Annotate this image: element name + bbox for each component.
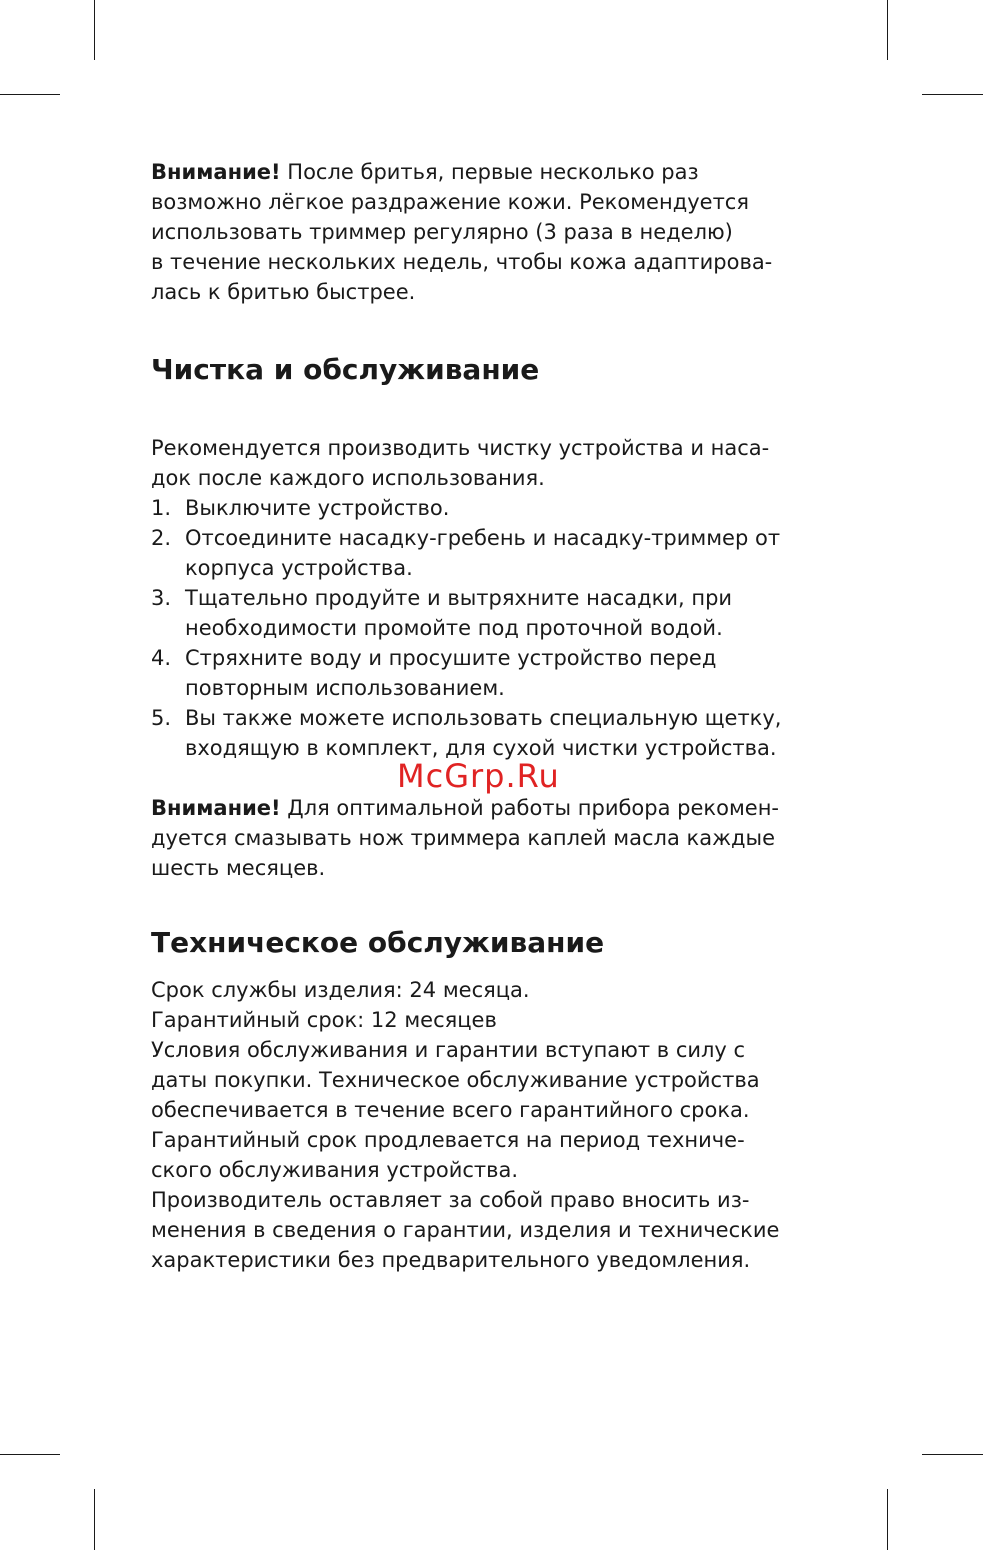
crop-mark-bottom-left-horizontal — [0, 1454, 60, 1455]
list-item — [151, 493, 841, 523]
list-item-number: 5. — [151, 706, 172, 730]
warning-text: Для оптимальной работы прибора рекомен- дуется смазывать нож триммера каплей масла каждые шесть месяцев. — [151, 796, 780, 880]
list-item — [151, 643, 841, 703]
crop-mark-top-left-horizontal — [0, 94, 60, 95]
crop-mark-top-right-vertical — [887, 0, 888, 60]
list-item-text: Стряхните воду и просушите устройство перед повторным использованием. — [185, 646, 717, 700]
page-content — [151, 157, 841, 1275]
crop-mark-bottom-right-horizontal — [922, 1454, 983, 1455]
list-item-number: 1. — [151, 496, 172, 520]
list-item — [151, 523, 841, 583]
watermark: McGrp.Ru — [397, 757, 560, 795]
cleaning-steps-list — [151, 493, 841, 763]
cleaning-intro: Рекомендуется производить чистку устройства и наса- док после каждого использования. — [151, 436, 770, 490]
crop-mark-top-right-horizontal — [922, 94, 983, 95]
list-item — [151, 703, 841, 763]
cleaning-heading: Чистка и обслуживание — [151, 353, 540, 386]
warning-shaving-paragraph — [151, 157, 841, 307]
warning-label: Внимание! — [151, 796, 281, 820]
warning-lubrication-paragraph — [151, 793, 841, 883]
list-item-text: Вы также можете использовать специальную щетку, входящую в комплект, для сухой чистки устройства. — [185, 706, 782, 760]
warning-label: Внимание! — [151, 160, 281, 184]
warning-text: После бритья, первые несколько раз возможно лёгкое раздражение кожи. Рекомендуется использовать триммер регулярно (3 раза в неделю) в течение нескольких недель, чтобы кожа адаптирова- лась к бритью быстрее. — [151, 160, 773, 304]
list-item-text: Выключите устройство. — [185, 496, 450, 520]
list-item-number: 2. — [151, 526, 172, 550]
maintenance-text: Срок службы изделия: 24 месяца. Гарантийный срок: 12 месяцев Условия обслуживания и гарантии вступают в силу с даты покупки. Техническое обслуживание устройства обеспечивается в течение всего гарантийного срока. Гарантийный срок продлевается на период техниче- ского обслуживания устройства. Производитель оставляет за собой право вносить из- менения в сведения о гарантии, изделия и технические характеристики без предварительного уведомления. — [151, 978, 780, 1272]
crop-mark-top-left-vertical — [94, 0, 95, 60]
maintenance-heading: Техническое обслуживание — [151, 926, 605, 959]
crop-mark-bottom-right-vertical — [887, 1489, 888, 1550]
crop-mark-bottom-left-vertical — [94, 1489, 95, 1550]
list-item — [151, 583, 841, 643]
list-item-text: Тщательно продуйте и вытряхните насадки, при необходимости промойте под проточной водой. — [185, 586, 733, 640]
list-item-number: 3. — [151, 586, 172, 610]
list-item-number: 4. — [151, 646, 172, 670]
list-item-text: Отсоедините насадку-гребень и насадку-триммер от корпуса устройства. — [185, 526, 781, 580]
